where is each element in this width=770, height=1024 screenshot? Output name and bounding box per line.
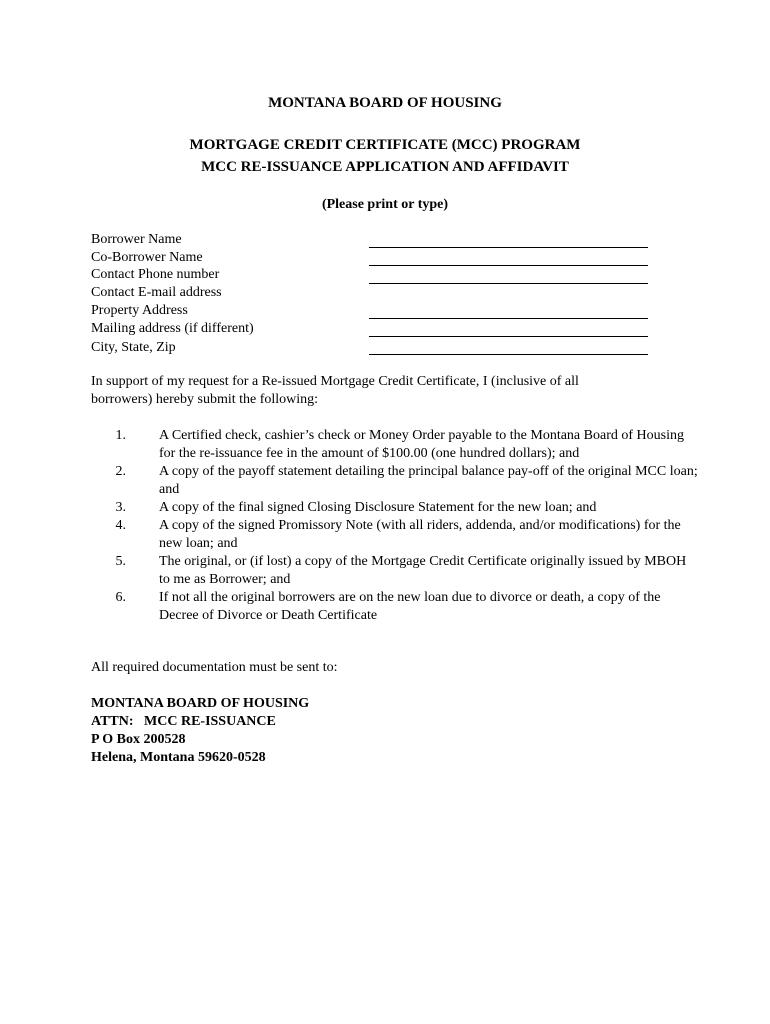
instruction-text: (Please print or type): [321, 197, 449, 212]
city-state-zip-field[interactable]: [369, 337, 648, 355]
co-borrower-name-label: Co-Borrower Name: [91, 250, 203, 265]
borrower-name-field[interactable]: [369, 230, 648, 248]
contact-phone-label: Contact Phone number: [91, 267, 220, 282]
list-item: If not all the original borrowers are on the new loan due to divorce or death, a copy of the Decree of Divorce or Death Certificate: [159, 590, 661, 623]
address-line-2: ATTN: MCC RE-ISSUANCE: [91, 714, 276, 729]
list-item-number: 3.: [115, 500, 126, 515]
list-item-number: 5.: [115, 554, 126, 569]
list-item-number: 4.: [115, 518, 126, 533]
form-title: MCC RE-ISSUANCE APPLICATION AND AFFIDAVIT: [201, 159, 569, 175]
list-item: A copy of the signed Promissory Note (with all riders, addenda, and/or modifications) for the new loan; and: [159, 518, 681, 551]
intro-paragraph: In support of my request for a Re-issued Mortgage Credit Certificate, I (inclusive of all borrowers) hereby submit the following:: [91, 374, 579, 407]
mailing-address-field[interactable]: [369, 319, 648, 337]
address-line-4: Helena, Montana 59620-0528: [91, 750, 266, 765]
list-item: A copy of the final signed Closing Disclosure Statement for the new loan; and: [159, 500, 597, 515]
agency-heading: MONTANA BOARD OF HOUSING: [268, 95, 502, 111]
mailing-address-label: Mailing address (if different): [91, 321, 254, 336]
co-borrower-name-field[interactable]: [369, 248, 648, 266]
list-item-number: 6.: [115, 590, 126, 605]
list-item: A copy of the payoff statement detailing the principal balance pay-off of the original MCC loan; and: [159, 464, 698, 497]
list-item-number: 1.: [115, 428, 126, 443]
city-state-zip-label: City, State, Zip: [91, 340, 176, 355]
borrower-name-label: Borrower Name: [91, 232, 182, 247]
contact-email-field[interactable]: [369, 283, 648, 301]
program-heading: MORTGAGE CREDIT CERTIFICATE (MCC) PROGRAM: [189, 137, 581, 153]
address-line-3: P O Box 200528: [91, 732, 186, 747]
contact-phone-field[interactable]: [369, 266, 648, 284]
list-item-number: 2.: [115, 464, 126, 479]
list-item: The original, or (if lost) a copy of the Mortgage Credit Certificate originally issued by MBOH to me as Borrower; and: [159, 554, 687, 587]
property-address-label: Property Address: [91, 303, 188, 318]
list-item: A Certified check, cashier’s check or Money Order payable to the Montana Board of Housing for the re-issuance fee in the amount of $100.00 (one hundred dollars); and: [159, 428, 684, 461]
contact-email-label: Contact E-mail address: [91, 285, 222, 300]
property-address-field[interactable]: [369, 301, 648, 319]
send-to-text: All required documentation must be sent to:: [91, 660, 338, 675]
address-line-1: MONTANA BOARD OF HOUSING: [91, 696, 310, 711]
